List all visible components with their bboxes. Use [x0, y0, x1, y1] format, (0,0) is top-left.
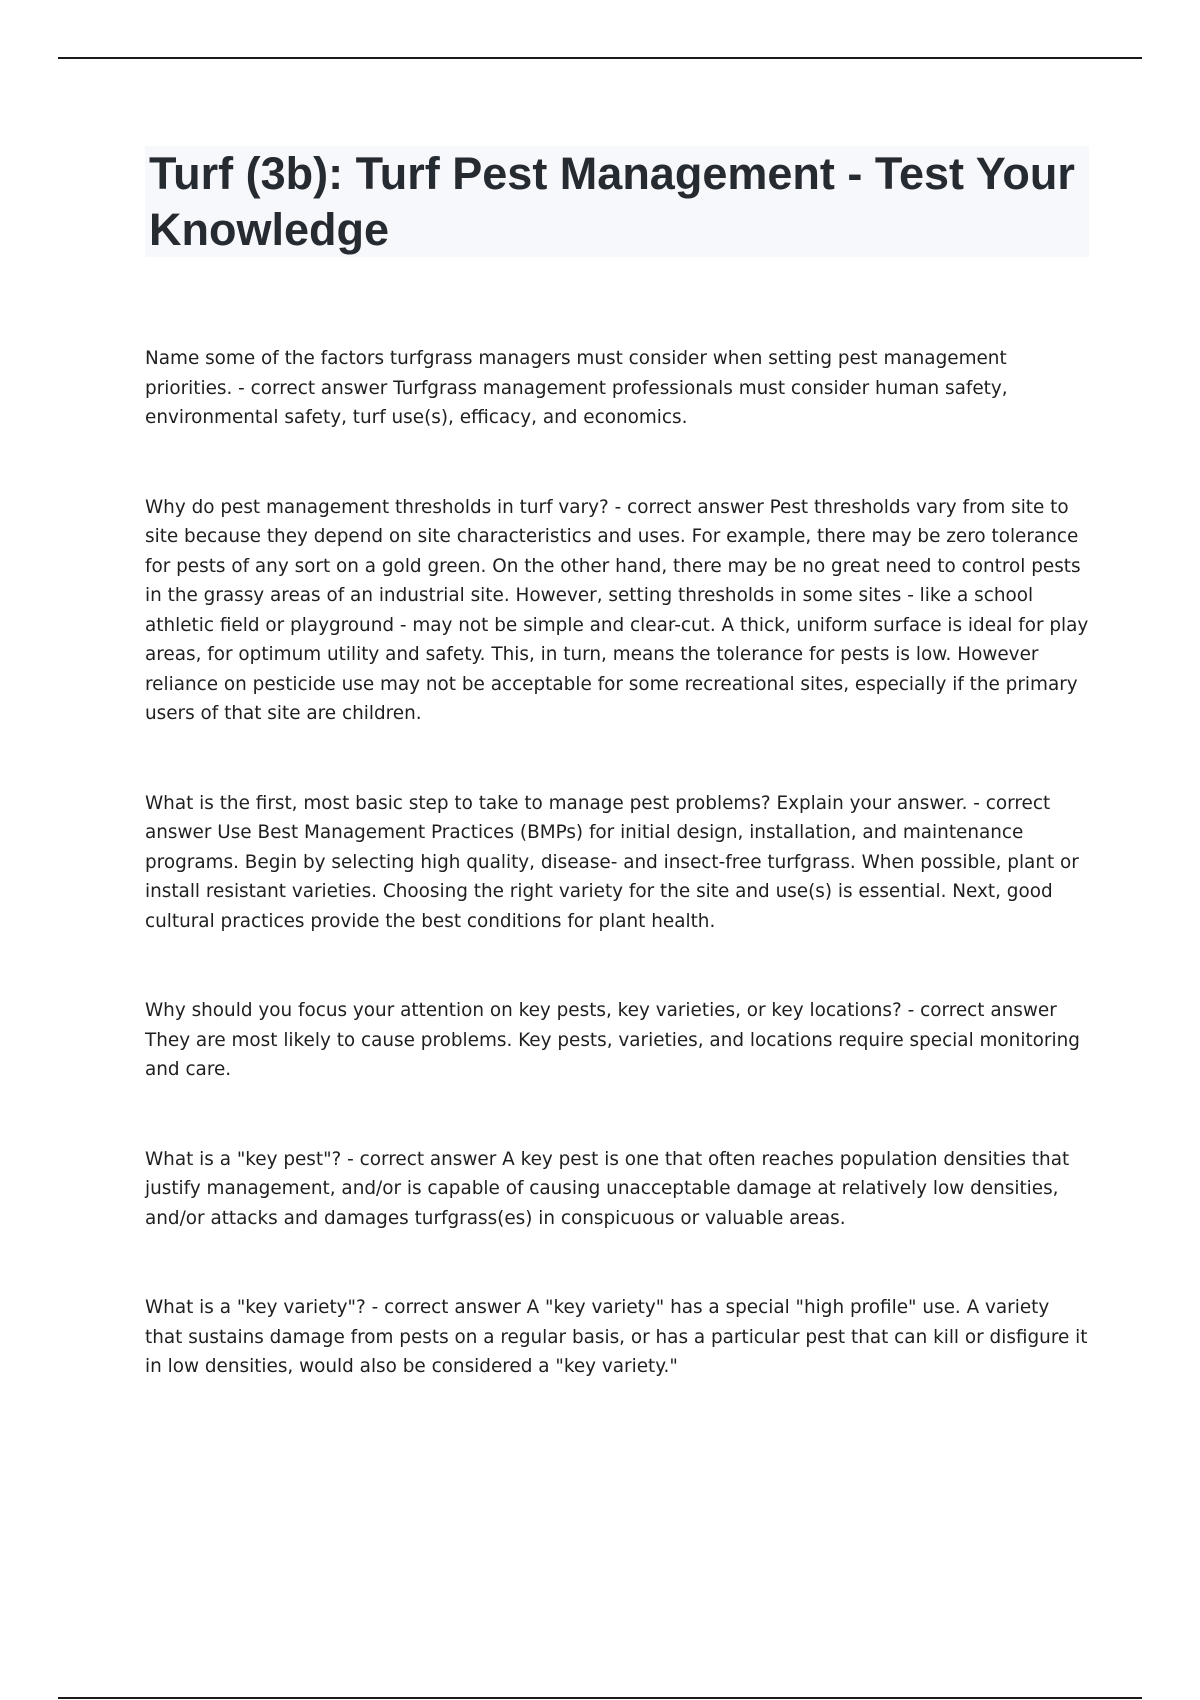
- page-title: Turf (3b): Turf Pest Management - Test Your Knowledge: [149, 148, 1075, 255]
- qa-entry-thresholds: Why do pest management thresholds in turf vary? - correct answer Pest thresholds vary from site to site because they depend on site characteristics and uses. For example, there may be zero tolerance for pests of any sort on a gold green. On the other hand, there may be no great need to control pests in the grassy areas of an industrial site. However, setting thresholds in some sites - like a school athletic field or playground - may not be simple and clear-cut. A thick, uniform surface is ideal for play areas, for optimum utility and safety. This, in turn, means the tolerance for pests is low. However reliance on pesticide use may not be acceptable for some recreational sites, especially if the primary users of that site are children.: [145, 496, 1089, 724]
- qa-entry-key-focus: Why should you focus your attention on key pests, key varieties, or key locations? - correct answer They are most likely to cause problems. Key pests, varieties, and locations require special monitoring and care.: [145, 1000, 1080, 1080]
- bottom-divider: [58, 1697, 1142, 1699]
- qa-entry-factors: Name some of the factors turfgrass managers must consider when setting pest management priorities. - correct answer Turfgrass management professionals must consider human safety, environmental safety, turf use(s), efficacy, and economics.: [145, 348, 1008, 428]
- title-banner: [145, 146, 1089, 257]
- qa-list: [145, 344, 1089, 1442]
- top-divider: [58, 57, 1142, 59]
- qa-entry-first-step: What is the first, most basic step to take to manage pest problems? Explain your answer. - correct answer Use Best Management Practices (BMPs) for initial design, installation, and maintenance programs. Begin by selecting high quality, disease- and insect-free turfgrass. When possible, plant or install resistant varieties. Choosing the right variety for the site and use(s) is essential. Next, good cultural practices provide the best conditions for plant health.: [145, 792, 1079, 932]
- qa-entry-key-pest: What is a "key pest"? - correct answer A key pest is one that often reaches population densities that justify management, and/or is capable of causing unacceptable damage at relatively low densities, and/or attacks and damages turfgrass(es) in conspicuous or valuable areas.: [145, 1148, 1070, 1229]
- qa-entry-key-variety: What is a "key variety"? - correct answer A "key variety" has a special "high profile" use. A variety that sustains damage from pests on a regular basis, or has a particular pest that can kill or disfigure it in low densities, would also be considered a "key variety.": [145, 1297, 1088, 1377]
